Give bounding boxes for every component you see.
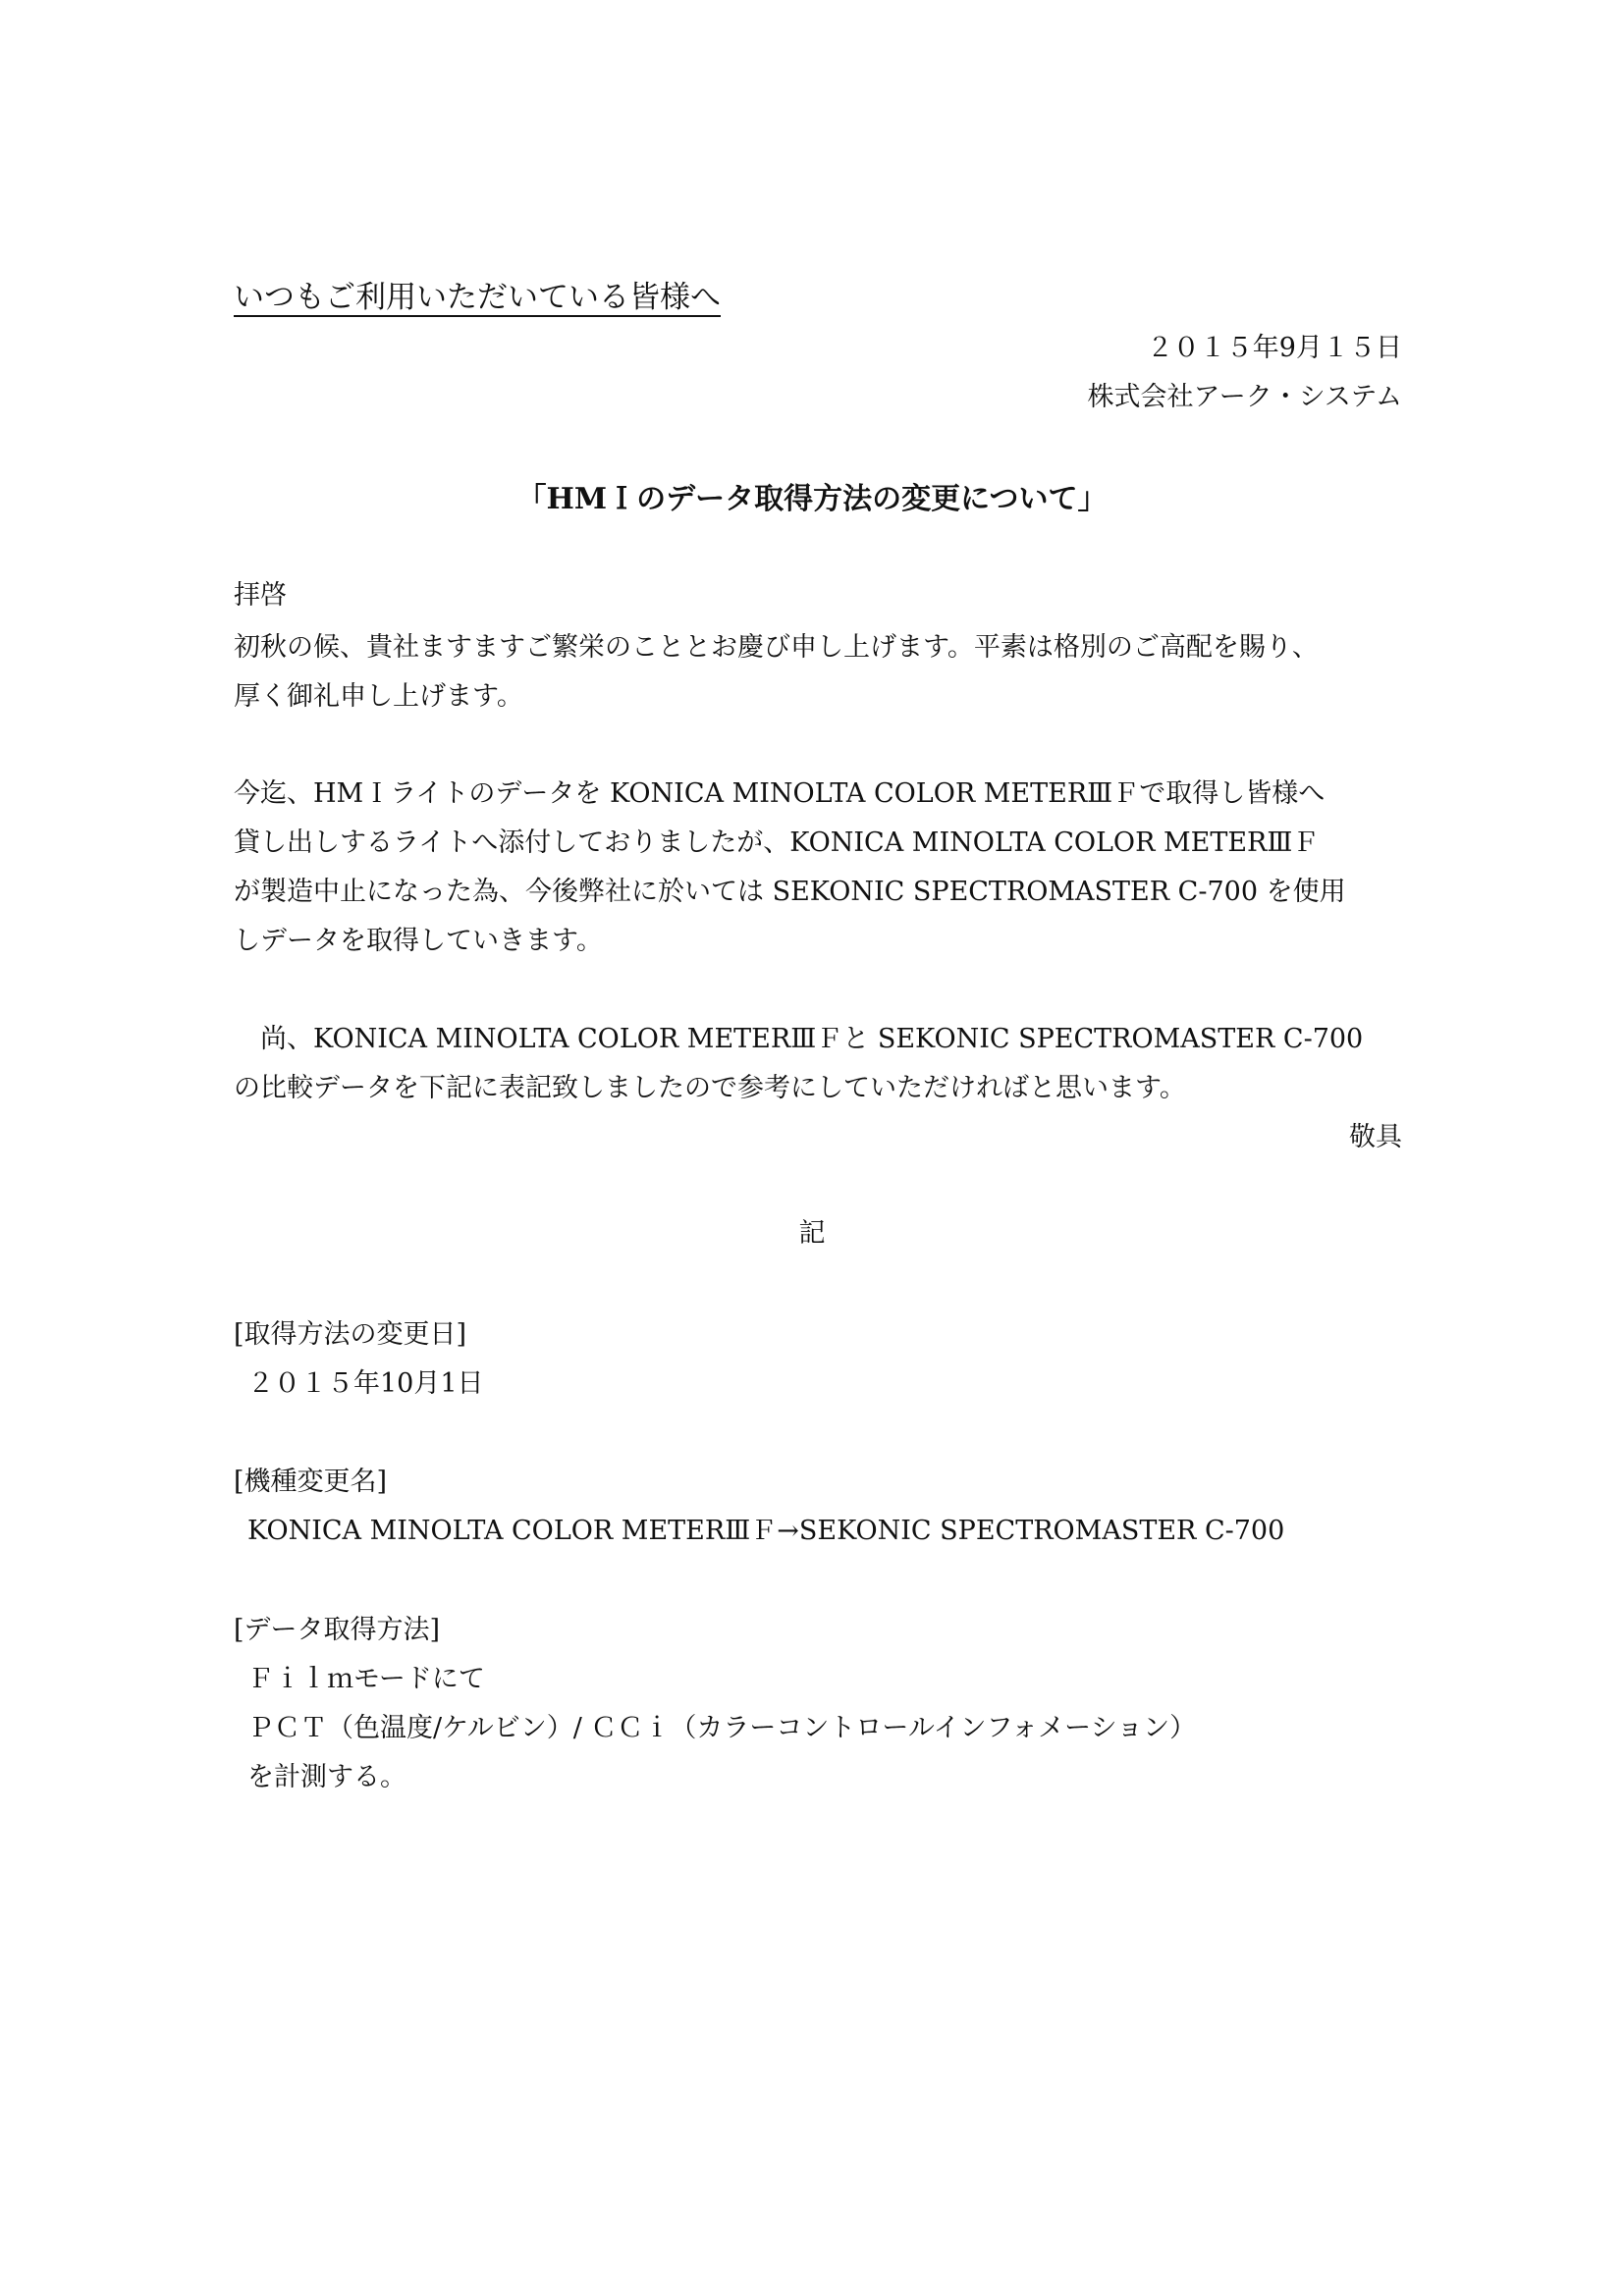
paragraph-2-line-3: が製造中止になった為、今後弊社に於いては SEKONIC SPECTROMASTER C-700 を使用	[234, 877, 1346, 907]
paragraph-2-line-4: しデータを取得していきます。	[234, 926, 603, 956]
ki-heading: 記	[798, 1218, 826, 1249]
method-heading: [データ取得方法]	[234, 1615, 441, 1645]
greeting-haikei: 拝啓	[234, 580, 287, 611]
change-date-value: ２０１５年10月1日	[247, 1368, 484, 1399]
paragraph-1-line-2: 厚く御礼申し上げます。	[234, 681, 523, 712]
paragraph-1-line-1: 初秋の候、貴社ますますご繁栄のこととお慶び申し上げます。平素は格別のご高配を賜り、	[234, 632, 1319, 663]
closing-keigu: 敬具	[1349, 1122, 1402, 1152]
addressee: いつもご利用いただいている皆様へ	[234, 280, 721, 315]
letter-date: ２０１５年9月１５日	[1146, 333, 1402, 363]
document-title: 「HMＩのデータ取得方法の変更について」	[516, 482, 1108, 516]
paragraph-3-line-2: の比較データを下記に表記致しましたので参考にしていただければと思います。	[234, 1073, 1186, 1103]
paragraph-3-line-1: 尚、KONICA MINOLTA COLOR METERⅢＦと SEKONIC SPECTROMASTER C-700	[234, 1024, 1364, 1054]
model-heading: [機種変更名]	[234, 1467, 388, 1497]
paragraph-2-line-1: 今迄、HMＩライトのデータを KONICA MINOLTA COLOR METERⅢＦで取得し皆様へ	[234, 778, 1326, 809]
sender-company: 株式会社アーク・システム	[1087, 382, 1402, 412]
paragraph-2-line-2: 貸し出しするライトへ添付しておりましたが、KONICA MINOLTA COLOR METERⅢＦ	[234, 828, 1320, 858]
change-date-heading: [取得方法の変更日]	[234, 1319, 467, 1350]
method-line-2: ＰＣＴ（色温度/ケルビン）/ ＣＣｉ（カラーコントロールインフォメーション）	[247, 1713, 1197, 1743]
model-value: KONICA MINOLTA COLOR METERⅢＦ→SEKONIC SPECTROMASTER C-700	[247, 1516, 1285, 1546]
method-line-1: Ｆｉｌｍモードにて	[247, 1664, 485, 1694]
method-line-3: を計測する。	[247, 1762, 406, 1792]
